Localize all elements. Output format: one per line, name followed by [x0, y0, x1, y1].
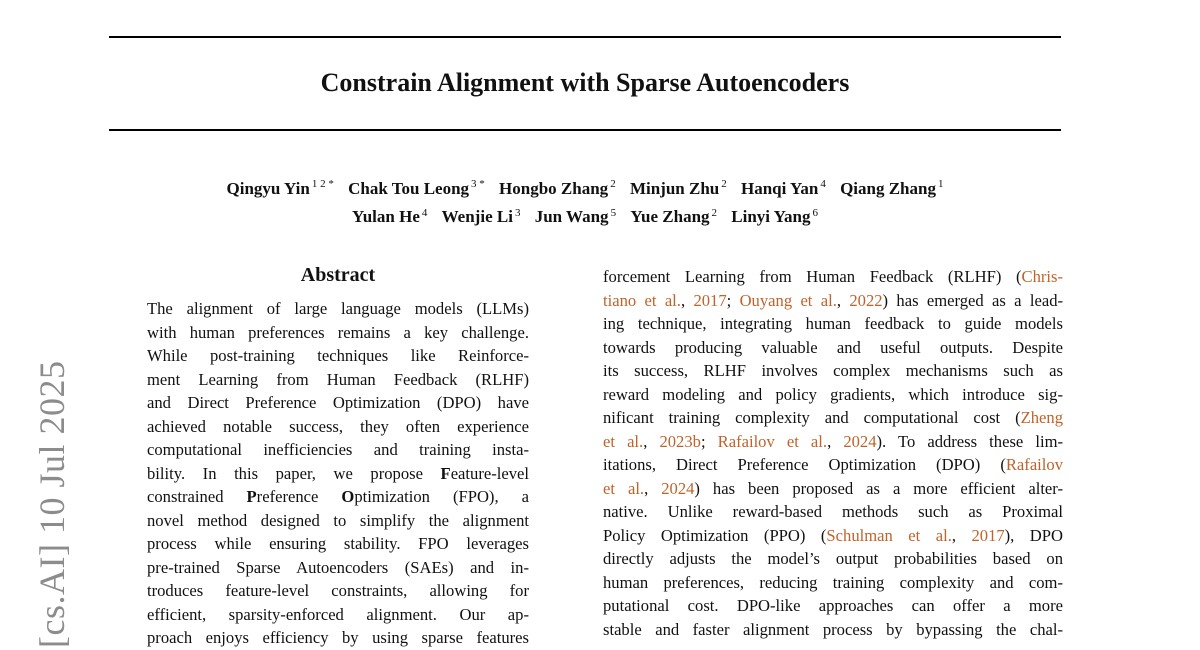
intro-line: reward modeling and policy gradients, which introduce sig-: [603, 384, 1063, 404]
abstract-line: efficient, sparsity-enforced alignment. Our ap-: [147, 604, 529, 624]
abstract-line: and Direct Preference Optimization (DPO) have: [147, 393, 529, 412]
citation-link[interactable]: Rafailov: [1005, 455, 1063, 474]
author: Qingyu Yin $^{1 2 *}$: [226, 178, 334, 198]
abstract-line: The alignment of large language models (LLMs): [147, 299, 529, 318]
intro-line: putational cost. DPO-like approaches can offer a more: [603, 596, 1063, 615]
intro-line: forcement Learning from Human Feedback (RLHF) (Chris-: [603, 267, 1063, 286]
author: Wenjie Li $^3$: [441, 206, 521, 227]
citation-link[interactable]: 2023b: [659, 431, 701, 451]
paper-title: Constrain Alignment with Sparse Autoencoders: [320, 68, 850, 97]
title-rule-bottom: [109, 129, 1061, 131]
author: Qiang Zhang $^1$: [840, 178, 944, 198]
author: Minjun Zhu $^2$: [629, 178, 727, 198]
intro-line: itations, Direct Preference Optimization (DPO) (Rafailov: [603, 455, 1063, 474]
abstract-line: proach enjoys efficiency by using sparse features: [147, 628, 529, 647]
citation-link[interactable]: tiano et al.: [603, 290, 681, 310]
citation-link[interactable]: et al.: [603, 478, 645, 498]
abstract-line: process while ensuring stability. FPO leverages: [147, 534, 529, 553]
abstract-body: [147, 297, 529, 650]
author: Hanqi Yan $^4$: [740, 178, 826, 198]
citation-link[interactable]: Schulman et al.: [826, 525, 952, 545]
abstract-line: with human preferences remains a key challenge.: [147, 322, 529, 342]
arxiv-stamp: [cs.AI] 10 Jul 2025: [32, 360, 72, 648]
citation-link[interactable]: et al.: [603, 431, 644, 451]
author: Jun Wang $^5$: [534, 206, 617, 227]
citation-link[interactable]: 2024: [843, 431, 877, 451]
author-line-1: [0, 172, 1170, 201]
abstract-line: constrained Preference Optimization (FPO), a: [147, 487, 529, 506]
abstract-line: achieved notable success, they often experience: [147, 416, 529, 436]
citation-link[interactable]: Chris-: [1021, 267, 1063, 286]
citation-link[interactable]: Zheng: [1020, 408, 1063, 427]
intro-line: directly adjusts the model’s output probabilities based on: [603, 549, 1063, 568]
citation-link[interactable]: 2017: [971, 525, 1005, 545]
abstract-line: troduces feature-level constraints, allowing for: [147, 581, 529, 600]
abstract-line: While post-training techniques like Reinforce-: [147, 346, 529, 365]
intro-line: human preferences, reducing training complexity and com-: [603, 572, 1063, 592]
citation-link[interactable]: 2022: [849, 290, 883, 310]
author-line-2: [0, 201, 1170, 230]
intro-line: ing technique, integrating human feedback to guide models: [603, 314, 1063, 333]
author-block: [0, 172, 1170, 229]
intro-line: its success, RLHF involves complex mechanisms such as: [603, 361, 1063, 380]
abstract-line: computational inefficiencies and training insta-: [147, 440, 529, 459]
citation-link[interactable]: 2024: [661, 478, 695, 498]
intro-line: stable and faster alignment process by bypassing the chal-: [603, 619, 1063, 639]
intro-line: et al., 2023b; Rafailov et al., 2024). To address these lim-: [603, 431, 1064, 451]
abstract-line: novel method designed to simplify the alignment: [147, 510, 529, 530]
author: Yulan He $^4$: [352, 206, 428, 227]
intro-body: [603, 265, 1063, 641]
citation-link[interactable]: 2017: [693, 290, 727, 310]
intro-line: Policy Optimization (PPO) (Schulman et al., 2017), DPO: [603, 525, 1064, 545]
citation-link[interactable]: Rafailov et al.: [717, 431, 828, 451]
author: Hongbo Zhang $^2$: [499, 178, 616, 198]
intro-line: nificant training complexity and computational cost (Zheng: [603, 408, 1063, 427]
author: Linyi Yang $^6$: [731, 206, 818, 227]
intro-line: tiano et al., 2017; Ouyang et al., 2022) has emerged as a lead-: [603, 290, 1064, 310]
abstract-heading: Abstract: [300, 264, 376, 286]
abstract-line: pre-trained Sparse Autoencoders (SAEs) and in-: [147, 557, 529, 577]
intro-line: et al., 2024) has been proposed as a more efficient alter-: [603, 478, 1064, 498]
author: Chak Tou Leong $^{3 *}$: [348, 178, 485, 198]
abstract-line: bility. In this paper, we propose Feature-level: [147, 463, 529, 483]
author: Yue Zhang $^2$: [630, 206, 718, 227]
citation-link[interactable]: Ouyang et al.: [739, 290, 837, 310]
intro-line: native. Unlike reward-based methods such as Proximal: [603, 502, 1063, 521]
intro-line: towards producing valuable and useful outputs. Despite: [603, 337, 1063, 357]
title-rule-top: [109, 36, 1061, 38]
abstract-line: ment Learning from Human Feedback (RLHF): [147, 369, 529, 389]
